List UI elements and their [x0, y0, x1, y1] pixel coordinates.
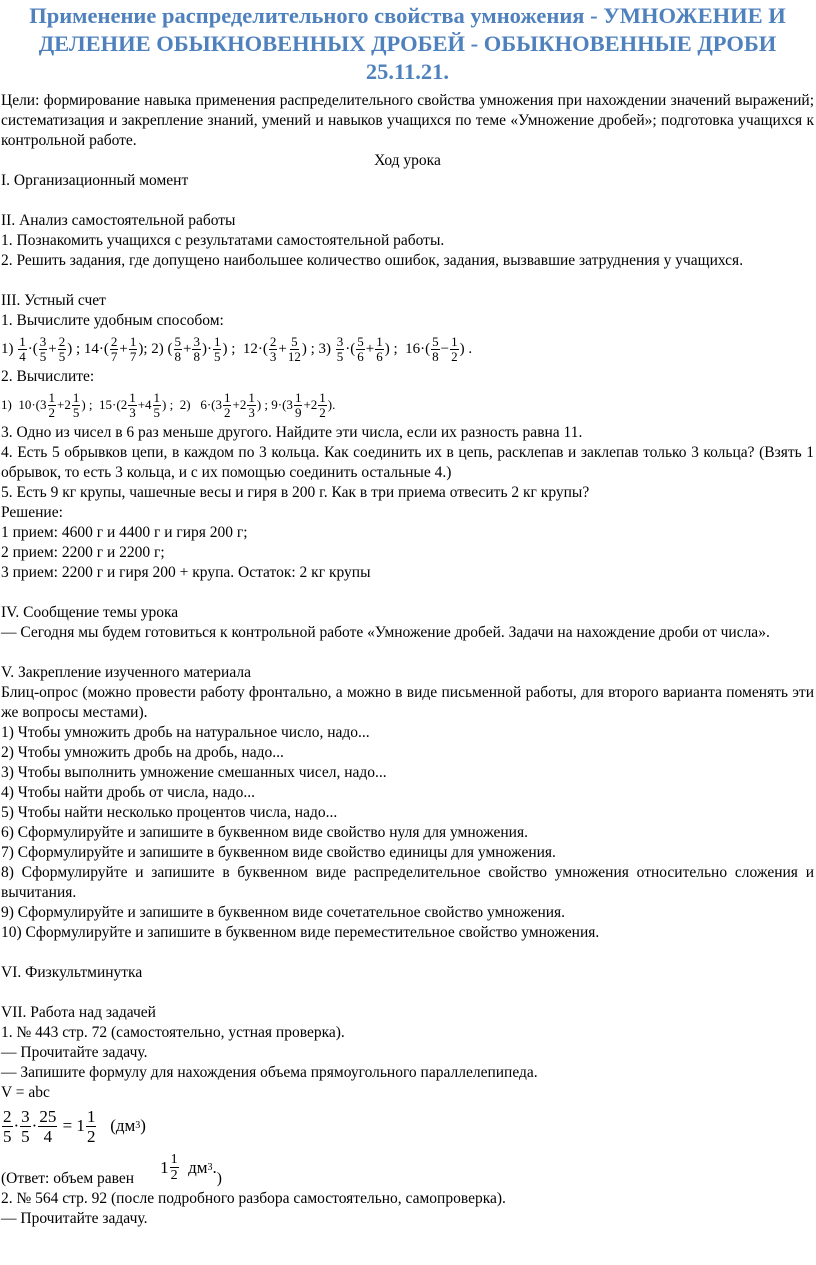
unit-text: дм — [115, 1116, 136, 1135]
formula-instruction: — Запишите формулу для нахождения объема прямоугольного параллелепипеда. — [1, 1064, 538, 1081]
section-3-item-5: 5. Есть 9 кг крупы, чашечные весы и гиря в 200 г. Как в три приема отвесить 2 кг крупы? — [1, 484, 590, 501]
section-3-item-1: 1. Вычислите удобным способом: — [1, 312, 224, 329]
section-2-item-1: 1. Познакомить учащихся с результатами самостоятельной работы. — [1, 232, 445, 249]
lesson-goals: Цели: формирование навыка применения распределительного свойства умножения при нахождении значений выражений; систематизация и закрепление знаний, умений и навыков учащихся по теме «Умножение дробей»; подготовка учащихся к контрольной работе. — [1, 92, 814, 149]
math-expressions-1: 1) $\frac{1}{4}$ ·( $\frac{3}{5}$ + $\frac{2}{5}$ ) ; 14·( $\frac{2}{7}$ + $\frac{1}{7}$ ); 2) ( $\frac{5}{8}$ + $\frac{3}{8}$ )· $\frac{1}{5}$ ) ; 12·( $\frac{2}{3}$ + $\frac{5}{12}$ ) ; 3) $\frac{3}{5}$ ·( $\frac{5}{6}$ + $\frac{1}{6}$ ) ; 16·( $\frac{5}{8}$ − $\frac{1}{2}$ ) . — [1, 333, 473, 364]
section-5-heading: V. Закрепление изученного материала — [1, 664, 251, 681]
answer-suffix: ) — [216, 1170, 222, 1187]
volume-calculation: $\frac{2}{5}$ · $\frac{3}{5}$ · $\frac{25}{4}$ = 1 $\frac{1}{2}$ ( дм 3 ) — [3, 1106, 146, 1146]
page-title: Применение распределительного свойства умножения - УМНОЖЕНИЕ И ДЕЛЕНИЕ ОБЫКНОВЕННЫХ ДРОБЕЙ - ОБЫКНОВЕННЫЕ ДРОБИ 25.11.21. — [29, 3, 786, 84]
section-1-heading: I. Организационный момент — [1, 172, 189, 189]
question-8: 8) Сформулируйте и запишите в буквенном виде распределительное свойство умножения относительно сложения и вычитания. — [1, 864, 814, 901]
read-task-line-2: — Прочитайте задачу. — [1, 1210, 148, 1227]
answer-line — [1, 1149, 814, 1189]
section-4-text: — Сегодня мы будем готовиться к контрольной работе «Умножение дробей. Задачи на нахождение дроби от числа». — [1, 624, 770, 641]
section-7-item-2: 2. № 564 стр. 92 (после подробного разбора самостоятельно, самопроверка). — [1, 1190, 506, 1207]
section-3-heading: III. Устный счет — [1, 292, 106, 309]
answer-prefix: (Ответ: объем равен — [1, 1170, 135, 1187]
question-1: 1) Чтобы умножить дробь на натуральное число, надо... — [1, 724, 370, 741]
question-4: 4) Чтобы найти дробь от числа, надо... — [1, 784, 255, 801]
answer-unit: дм — [188, 1157, 208, 1177]
section-7-heading: VII. Работа над задачей — [1, 1004, 156, 1021]
solution-step-2: 2 прием: 2200 г и 2200 г; — [1, 544, 165, 561]
solution-step-3: 3 прием: 2200 г и гиря 200 + крупа. Остаток: 2 кг крупы — [1, 564, 371, 581]
lesson-flow-heading: Ход урока — [374, 152, 441, 169]
volume-formula: V = abc — [1, 1084, 50, 1101]
section-3-item-2: 2. Вычислите: — [1, 368, 95, 385]
question-10: 10) Сформулируйте и запишите в буквенном виде переместительное свойство умножения. — [1, 924, 600, 941]
section-2-item-2: 2. Решить задания, где допущено наибольшее количество ошибок, задания, вызвавшие затруднения у учащихся. — [1, 252, 744, 269]
question-3: 3) Чтобы выполнить умножение смешанных чисел, надо... — [1, 764, 387, 781]
section-6-heading: VI. Физкультминутка — [1, 964, 143, 981]
section-4-heading: IV. Сообщение темы урока — [1, 604, 179, 621]
solution-step-1: 1 прием: 4600 г и 4400 г и гиря 200 г; — [1, 524, 248, 541]
question-9: 9) Сформулируйте и запишите в буквенном виде сочетательное свойство умножения. — [1, 904, 566, 921]
section-3-item-3: 3. Одно из чисел в 6 раз меньше другого. Найдите эти числа, если их разность равна 11. — [1, 424, 583, 441]
section-5-intro: Блиц-опрос (можно провести работу фронтально, а можно в виде письменной работы, для второго варианта поменять эти же вопросы местами). — [1, 684, 814, 721]
section-7-item-1: 1. № 443 стр. 72 (самостоятельно, устная проверка). — [1, 1024, 345, 1041]
math-expressions-2: 1) 10·(3 $\frac{1}{2}$ +2 $\frac{1}{5}$ ) ; 15·(2 $\frac{1}{3}$ +4 $\frac{1}{5}$ ) ; 2) 6·(3 $\frac{1}{2}$ +2 $\frac{1}{3}$ ) ; 9·(3 $\frac{1}{9}$ +2 $\frac{1}{2}$ ). — [1, 389, 336, 420]
read-task-line: — Прочитайте задачу. — [1, 1044, 148, 1061]
question-2: 2) Чтобы умножить дробь на дробь, надо... — [1, 744, 284, 761]
question-6: 6) Сформулируйте и запишите в буквенном виде свойство нуля для умножения. — [1, 824, 528, 841]
question-7: 7) Сформулируйте и запишите в буквенном виде свойство единицы для умножения. — [1, 844, 556, 861]
question-5: 5) Чтобы найти несколько процентов числа, надо... — [1, 804, 338, 821]
answer-value: 1 $\frac{1}{2}$ дм 3 . — [160, 1152, 217, 1183]
solution-label: Решение: — [1, 504, 63, 521]
section-2-heading: II. Анализ самостоятельной работы — [1, 212, 236, 229]
section-3-item-4: 4. Есть 5 обрывков цепи, в каждом по 3 кольца. Как соединить их в цепь, расклепав и заклепав только 3 кольца? (Взять 1 обрывок, то есть 3 кольца, и с их помощью соединить остальные 4.) — [1, 444, 814, 481]
